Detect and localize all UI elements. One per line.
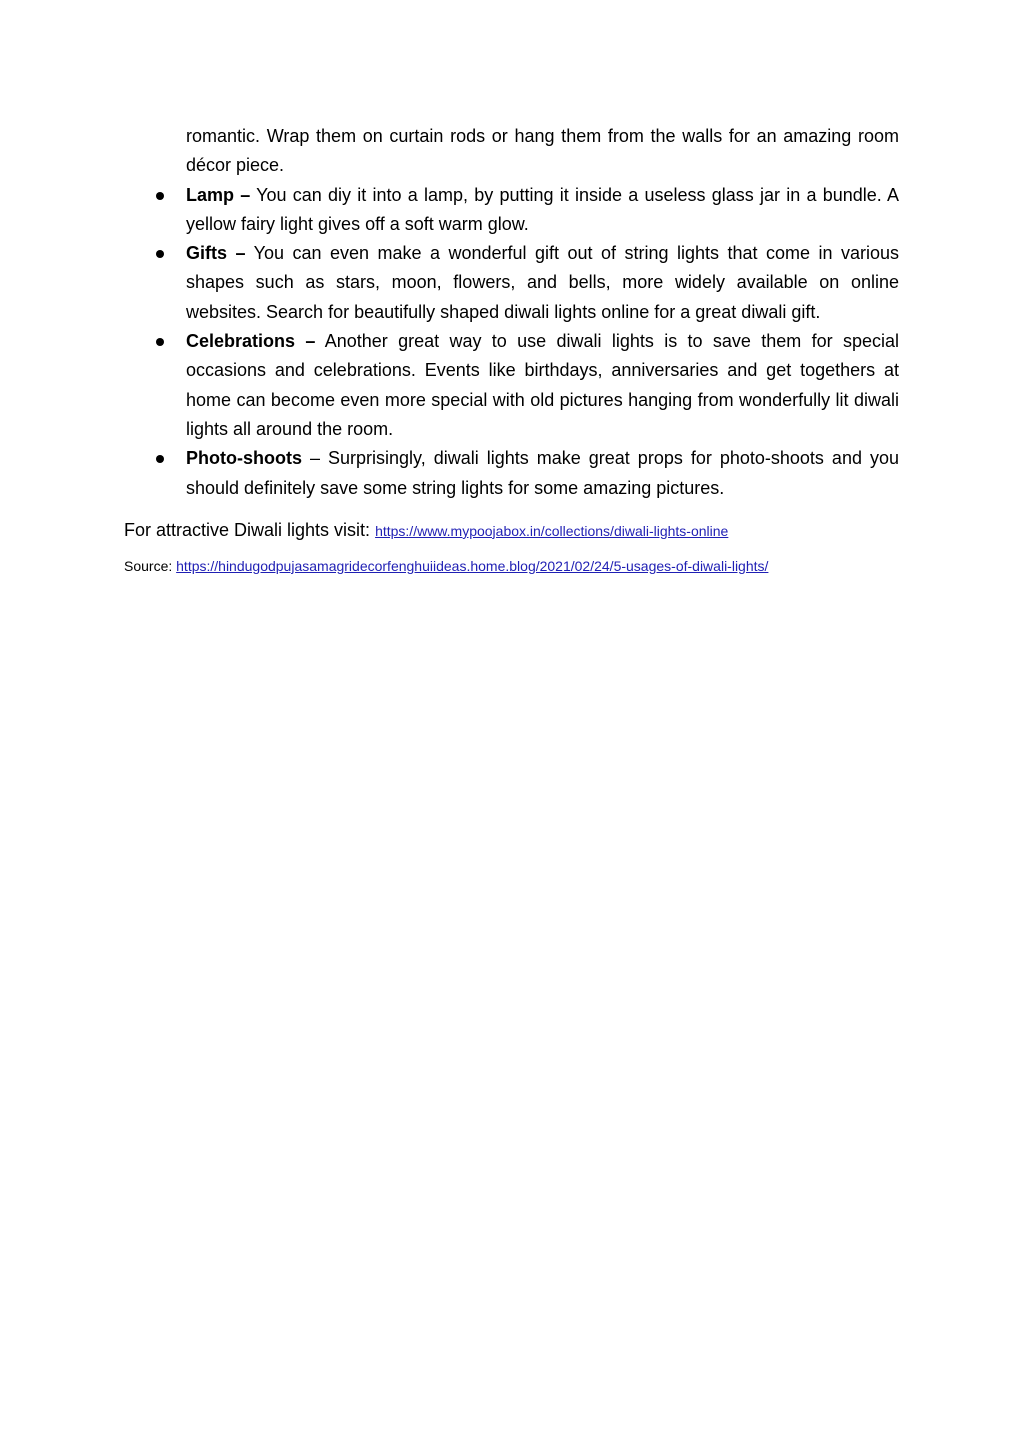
item-text: Another great way to use diwali lights is to save them for special occasions and celebrations. Events like birthdays, anniversaries and get togethers at home can become even more special with old pictures hanging from wonderfully lit diwali lights all around the room. bbox=[186, 331, 899, 439]
list-item-lamp bbox=[124, 181, 899, 240]
item-term: Gifts – bbox=[186, 243, 246, 264]
source-label: Source: bbox=[124, 557, 177, 574]
item-text: You can diy it into a lamp, by putting it inside a useless glass jar in a bundle. A yellow fairy light gives off a soft warm glow. bbox=[186, 184, 899, 234]
source-line bbox=[124, 556, 899, 576]
item-text: – Surprisingly, diwali lights make great props for photo-shoots and you should definitely save some string lights for some amazing pictures. bbox=[186, 448, 899, 498]
continuation-paragraph: romantic. Wrap them on curtain rods or hang them from the walls for an amazing room décor piece. bbox=[186, 126, 899, 176]
list-item-gifts bbox=[124, 239, 899, 327]
bullet-icon bbox=[156, 250, 164, 258]
bullet-icon bbox=[156, 192, 164, 200]
document-body bbox=[124, 122, 899, 576]
source-link[interactable]: https://hindugodpujasamagridecorfenghuiideas.home.blog/2021/02/24/5-usages-of-diwali-lights/ bbox=[176, 557, 769, 574]
visit-line bbox=[124, 517, 899, 544]
item-term: Photo-shoots bbox=[186, 448, 302, 469]
item-term: Lamp – bbox=[186, 184, 251, 205]
list-item-photo-shoots bbox=[124, 444, 899, 503]
item-term: Celebrations – bbox=[186, 331, 316, 352]
visit-link[interactable]: https://www.mypoojabox.in/collections/diwali-lights-online bbox=[375, 522, 729, 539]
list-item-celebrations bbox=[124, 327, 899, 444]
bullet-icon bbox=[156, 338, 164, 346]
item-text: You can even make a wonderful gift out of string lights that come in various shapes such as stars, moon, flowers, and bells, more widely available on online websites. Search for beautifully shaped diwali lights online for a great diwali gift. bbox=[186, 243, 899, 322]
visit-label: For attractive Diwali lights visit: bbox=[124, 519, 376, 540]
bullet-icon bbox=[156, 455, 164, 463]
usage-list bbox=[124, 181, 899, 503]
